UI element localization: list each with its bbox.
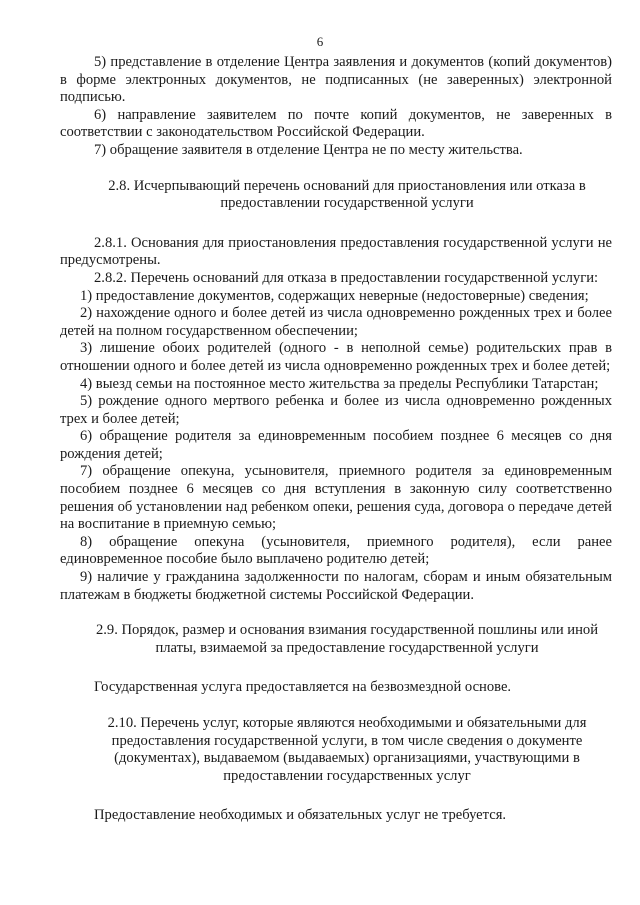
refusal-reason-5: 5) рождение одного мертвого ребенка и более из числа одновременно рожденных трех и более детей;	[60, 393, 612, 427]
refusal-reason-1: 1) предоставление документов, содержащих неверные (недостоверные) сведения;	[80, 287, 589, 304]
refusal-reason-2: 2) нахождение одного и более детей из числа одновременно рожденных трех и более детей на полном государственном обеспечении;	[60, 305, 612, 339]
paragraph-item-7: 7) обращение заявителя в отделение Центра не по месту жительства.	[94, 141, 523, 158]
refusal-reason-8: 8) обращение опекуна (усыновителя, приемного родителя), если ранее единовременное пособие было выплачено родителю детей;	[60, 533, 612, 568]
section-heading-2-10: 2.10. Перечень услуг, которые являются необходимыми и обязательными для предоставления государственной услуги, в том числе сведения о документе (документах), выдаваемом (выдаваемых) организациями, участвующими в предоставлении государственных услуг	[107, 715, 587, 784]
document-body	[60, 54, 612, 825]
refusal-reason-9: 9) наличие у гражданина задолженности по налогам, сборам и иным обязательным платежам в бюджеты бюджетной системы Российской Федерации.	[60, 569, 612, 603]
section-heading-2-8: 2.8. Исчерпывающий перечень оснований для приостановления или отказа в предоставлении государственной услуги	[108, 177, 586, 212]
paragraph-2-8-1: 2.8.1. Основания для приостановления предоставления государственной услуги не предусмотрены.	[60, 234, 612, 269]
paragraph-no-required-services: Предоставление необходимых и обязательных услуг не требуется.	[94, 807, 507, 824]
page-number: 6	[316, 34, 324, 49]
refusal-reason-7: 7) обращение опекуна, усыновителя, приемного родителя за единовременным пособием позднее 6 месяцев со дня вступления в законную силу соответственно решения об установлении над ребенком опеки, решения суда, договора о передаче детей на воспитание в приемную семью;	[60, 463, 612, 533]
section-heading-2-9: 2.9. Порядок, размер и основания взимания государственной пошлины или иной платы, взимаемой за предоставление государственной услуги	[95, 622, 599, 656]
paragraph-free-of-charge: Государственная услуга предоставляется на безвозмездной основе.	[94, 679, 512, 696]
paragraph-item-6: 6) направление заявителем по почте копий документов, не заверенных в соответствии с законодательством Российской Федерации.	[60, 106, 612, 141]
paragraph-2-8-2: 2.8.2. Перечень оснований для отказа в предоставлении государственной услуги:	[94, 269, 599, 286]
refusal-reason-6: 6) обращение родителя за единовременным пособием позднее 6 месяцев со дня рождения детей;	[60, 428, 612, 462]
paragraph-item-5: 5) представление в отделение Центра заявления и документов (копий документов) в форме электронных документов, не подписанных (не заверенных) электронной подписью.	[60, 54, 612, 106]
refusal-reason-3: 3) лишение обоих родителей (одного - в неполной семье) родительских прав в отношении одного и более детей из числа одновременно рожденных трех и более детей;	[60, 340, 612, 374]
refusal-reason-4: 4) выезд семьи на постоянное место жительства за пределы Республики Татарстан;	[80, 375, 599, 392]
